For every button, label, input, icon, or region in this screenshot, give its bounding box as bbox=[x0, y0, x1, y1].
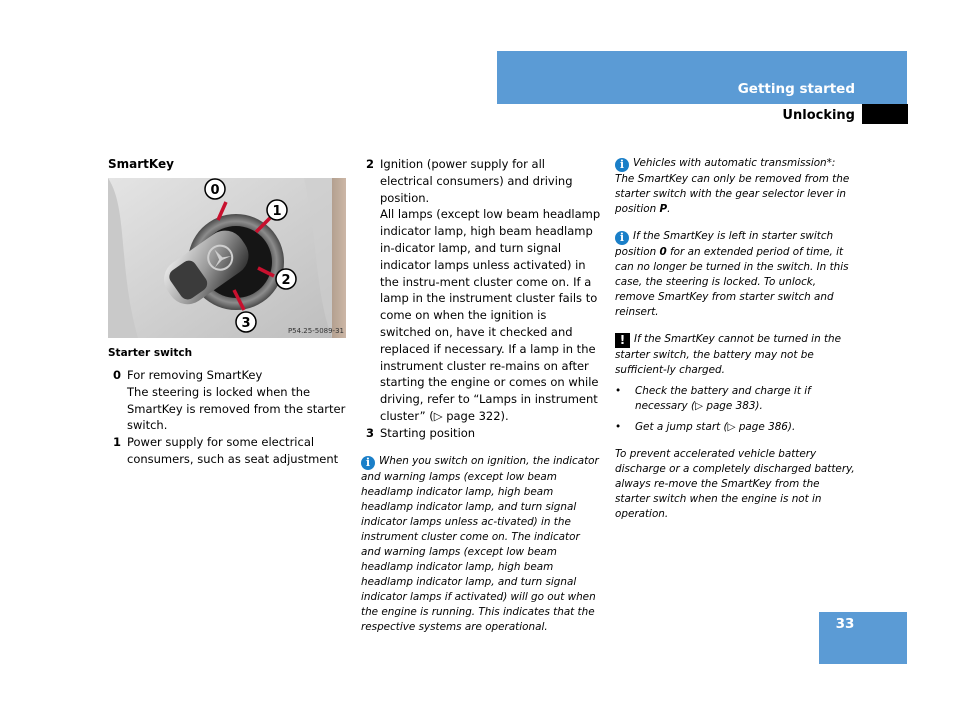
figure-caption: Starter switch bbox=[108, 347, 193, 359]
position-list bbox=[108, 367, 348, 468]
section-title: Unlocking bbox=[782, 108, 855, 123]
item-text-detail: All lamps (except low beam headlamp indicator lamp, high beam headlamp in-dicator lamp, and turn signal indicator lamps unless activated) in the instru-ment cluster come on. If a lamp in the instrument cluster fails to come on when the ignition is switched on, have it checked and replaced if necessary. If a lamp in the instrument cluster re-mains on after starting the engine or comes on while driving, refer to “Lamps in instrument cluster” (▷ page 322). bbox=[380, 207, 601, 423]
warning-text: If the SmartKey cannot be turned in the starter switch, the battery may not be sufficient-ly charged. bbox=[615, 333, 842, 376]
section-tab-marker bbox=[862, 104, 908, 124]
callout-0: 0 bbox=[210, 183, 220, 198]
page-number: 33 bbox=[835, 616, 855, 632]
battery-discharge-note: To prevent accelerated vehicle battery discharge or a completely discharged battery, always re-move the SmartKey from the starter switch when the engine is not in operation. bbox=[615, 448, 855, 520]
item-number: 1 bbox=[112, 435, 121, 450]
list-item bbox=[615, 420, 857, 435]
header-band bbox=[497, 51, 907, 104]
smartkey-heading: SmartKey bbox=[108, 157, 174, 171]
list-item bbox=[108, 434, 348, 468]
switch-position-label: 0 bbox=[659, 246, 667, 258]
warning-icon: ! bbox=[615, 333, 630, 348]
note-text: Vehicles with automatic transmission*: The SmartKey can only be removed from the starter switch with the gear selector lever in position bbox=[615, 157, 850, 215]
starter-switch-figure bbox=[108, 178, 346, 338]
item-text: Starting position bbox=[380, 425, 476, 440]
column-right bbox=[615, 156, 857, 522]
item-number: 2 bbox=[365, 157, 374, 171]
item-title: For removing SmartKey bbox=[127, 368, 263, 382]
item-text: Ignition (power supply for all electrical consumers) and driving position. bbox=[380, 157, 573, 205]
callout-1: 1 bbox=[272, 204, 282, 219]
note-text: If the SmartKey is left in starter switch position bbox=[615, 230, 834, 258]
item-number: 0 bbox=[112, 368, 121, 382]
list-item bbox=[361, 156, 601, 425]
list-item bbox=[615, 384, 857, 414]
bullet-icon: • bbox=[615, 385, 622, 397]
chapter-title: Getting started bbox=[737, 81, 855, 97]
battery-actions-list bbox=[615, 384, 857, 435]
ignition-info-note bbox=[361, 454, 601, 635]
item-text: The steering is locked when the SmartKey is removed from the starter switch. bbox=[127, 384, 346, 433]
info-icon: i bbox=[615, 231, 629, 245]
position-list-continued bbox=[361, 156, 601, 442]
bullet-icon: • bbox=[615, 421, 622, 433]
item-text: Power supply for some electrical consumers, such as seat adjustment bbox=[127, 435, 339, 466]
callout-3: 3 bbox=[241, 316, 251, 331]
page-number-box bbox=[819, 612, 907, 664]
info-icon: i bbox=[615, 158, 629, 172]
column-middle bbox=[361, 156, 601, 635]
item-number: 3 bbox=[365, 425, 374, 440]
note-text: When you switch on ignition, the indicator and warning lamps (except low beam headlamp indicator lamp, high beam headlamp indicator lamp, and turn signal indicator lamps unless ac-tivated) in the instrument cluster come on. The indicator and warning lamps (except low beam headlamp indicator lamp, high beam headlamp indicator lamp, and turn signal indicator lamps if activated) will go out when the engine is running. This indicates that the respective systems are operational. bbox=[361, 454, 599, 633]
bullet-text: Check the battery and charge it if necessary (▷ page 383). bbox=[635, 385, 811, 412]
info-icon: i bbox=[361, 456, 375, 470]
column-left bbox=[108, 156, 348, 468]
starter-switch-illustration bbox=[108, 178, 346, 338]
battery-warning bbox=[615, 332, 857, 378]
gear-position-label: P bbox=[659, 203, 668, 215]
list-item bbox=[108, 367, 348, 434]
bullet-text: Get a jump start (▷ page 386). bbox=[635, 421, 796, 433]
figure-code: P54.25-5089-31 bbox=[287, 327, 344, 335]
callout-2: 2 bbox=[281, 273, 291, 288]
automatic-transmission-note: i Vehicles with automatic transmission*: The SmartKey can only be removed from the starter switch with the gear selector lever in position P. bbox=[615, 157, 850, 215]
position-zero-note: i If the SmartKey is left in starter switch position 0 for an extended period of time, it can no longer be turned in the switch. In this case, the steering is locked. To unlock, remove SmartKey from starter switch and reinsert. bbox=[615, 230, 849, 318]
list-item bbox=[361, 425, 601, 442]
